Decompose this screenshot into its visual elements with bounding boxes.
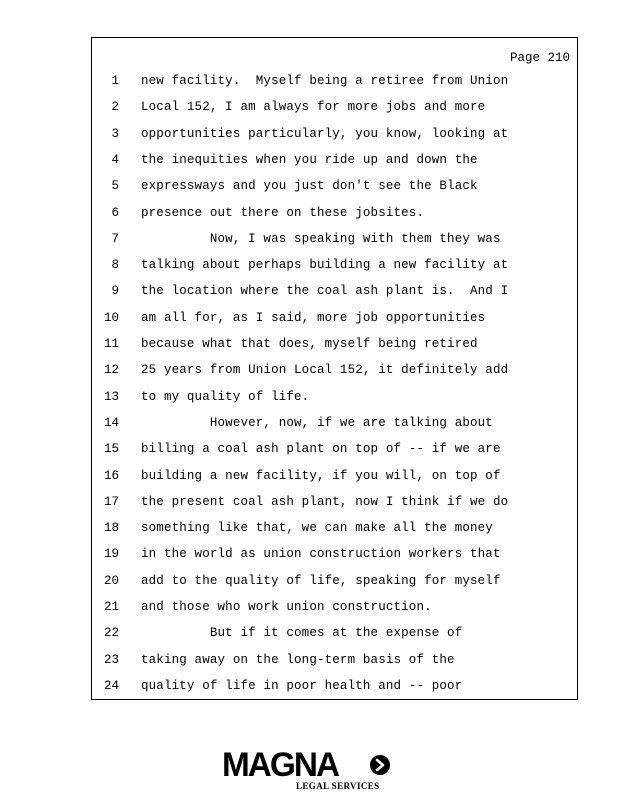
line-text: Now, I was speaking with them they was	[141, 231, 501, 246]
line-number: 8	[111, 258, 119, 273]
transcript-line	[92, 337, 577, 363]
line-text: to my quality of life.	[141, 389, 310, 404]
line-number: 16	[103, 468, 119, 483]
line-text: quality of life in poor health and -- poor	[141, 678, 463, 693]
line-text: talking about perhaps building a new facility at	[141, 258, 509, 273]
line-number: 2	[111, 100, 119, 115]
line-number: 5	[111, 179, 119, 194]
arrow-circle-icon	[369, 754, 391, 776]
line-number: 11	[103, 337, 119, 351]
line-text: billing a coal ash plant on top of -- if we are	[141, 442, 501, 457]
line-number: 13	[103, 389, 119, 404]
line-text: Local 152, I am always for more jobs and more	[141, 100, 486, 115]
line-number: 4	[111, 152, 119, 167]
line-text: the location where the coal ash plant is. And I	[141, 284, 509, 299]
transcript-line	[92, 442, 577, 468]
line-text: am all for, as I said, more job opportunities	[141, 310, 486, 325]
line-text: 25 years from Union Local 152, it definitely add	[141, 363, 509, 378]
transcript-line	[92, 626, 577, 652]
logo-subtitle: LEGAL SERVICES	[296, 781, 380, 791]
line-number: 15	[103, 442, 119, 457]
line-number: 18	[103, 521, 119, 536]
transcript-line	[92, 100, 577, 126]
transcript-line	[92, 600, 577, 626]
line-number: 9	[111, 284, 119, 299]
line-number: 17	[103, 494, 119, 509]
transcript-line	[92, 153, 577, 179]
transcript-line	[92, 679, 577, 705]
line-text: building a new facility, if you will, on top of	[141, 468, 501, 483]
line-text: taking away on the long-term basis of the	[141, 652, 455, 667]
line-text: and those who work union construction.	[141, 600, 432, 614]
line-number: 19	[103, 547, 119, 562]
line-text: presence out there on these jobsites.	[141, 205, 425, 220]
line-text: opportunities particularly, you know, looking at	[141, 126, 509, 141]
transcript-line	[92, 469, 577, 495]
transcript-line	[92, 127, 577, 153]
line-number: 6	[111, 205, 119, 220]
line-number: 23	[103, 652, 119, 667]
line-text: something like that, we can make all the money	[141, 521, 493, 536]
transcript-line	[92, 179, 577, 205]
line-number: 1	[111, 74, 119, 88]
logo-wordmark: MAGNA	[222, 746, 339, 784]
transcript-line	[92, 311, 577, 337]
transcript-line	[92, 258, 577, 284]
transcript-line	[92, 390, 577, 416]
line-text: in the world as union construction workers that	[141, 547, 501, 562]
page-number: Page 210	[509, 51, 570, 65]
transcript-line	[92, 495, 577, 521]
magna-logo	[222, 746, 402, 794]
transcript-line	[92, 521, 577, 547]
line-text: However, now, if we are talking about	[141, 415, 493, 430]
line-text: the present coal ash plant, now I think if we do	[141, 494, 509, 509]
line-text: But if it comes at the expense of	[141, 626, 463, 641]
line-number: 24	[103, 678, 119, 693]
transcript-line	[92, 547, 577, 573]
line-number: 10	[103, 310, 119, 325]
line-text: the inequities when you ride up and down the	[141, 152, 478, 167]
line-number: 14	[103, 415, 119, 430]
transcript-line	[92, 284, 577, 310]
line-number: 12	[103, 363, 119, 378]
line-number: 20	[103, 573, 119, 588]
line-number: 22	[103, 626, 119, 641]
transcript-line	[92, 416, 577, 442]
transcript-line	[92, 74, 577, 100]
transcript-line	[92, 574, 577, 600]
transcript-line	[92, 206, 577, 232]
transcript-line	[92, 363, 577, 389]
line-number: 7	[111, 231, 119, 246]
line-text: because what that does, myself being retired	[141, 337, 478, 351]
transcript-page	[91, 37, 578, 700]
transcript-line	[92, 232, 577, 258]
transcript-line	[92, 653, 577, 679]
line-number: 3	[111, 126, 119, 141]
line-number: 21	[103, 600, 119, 614]
line-text: expressways and you just don't see the Black	[141, 179, 478, 194]
line-text: add to the quality of life, speaking for myself	[141, 573, 501, 588]
line-text: new facility. Myself being a retiree from Union	[141, 74, 509, 88]
